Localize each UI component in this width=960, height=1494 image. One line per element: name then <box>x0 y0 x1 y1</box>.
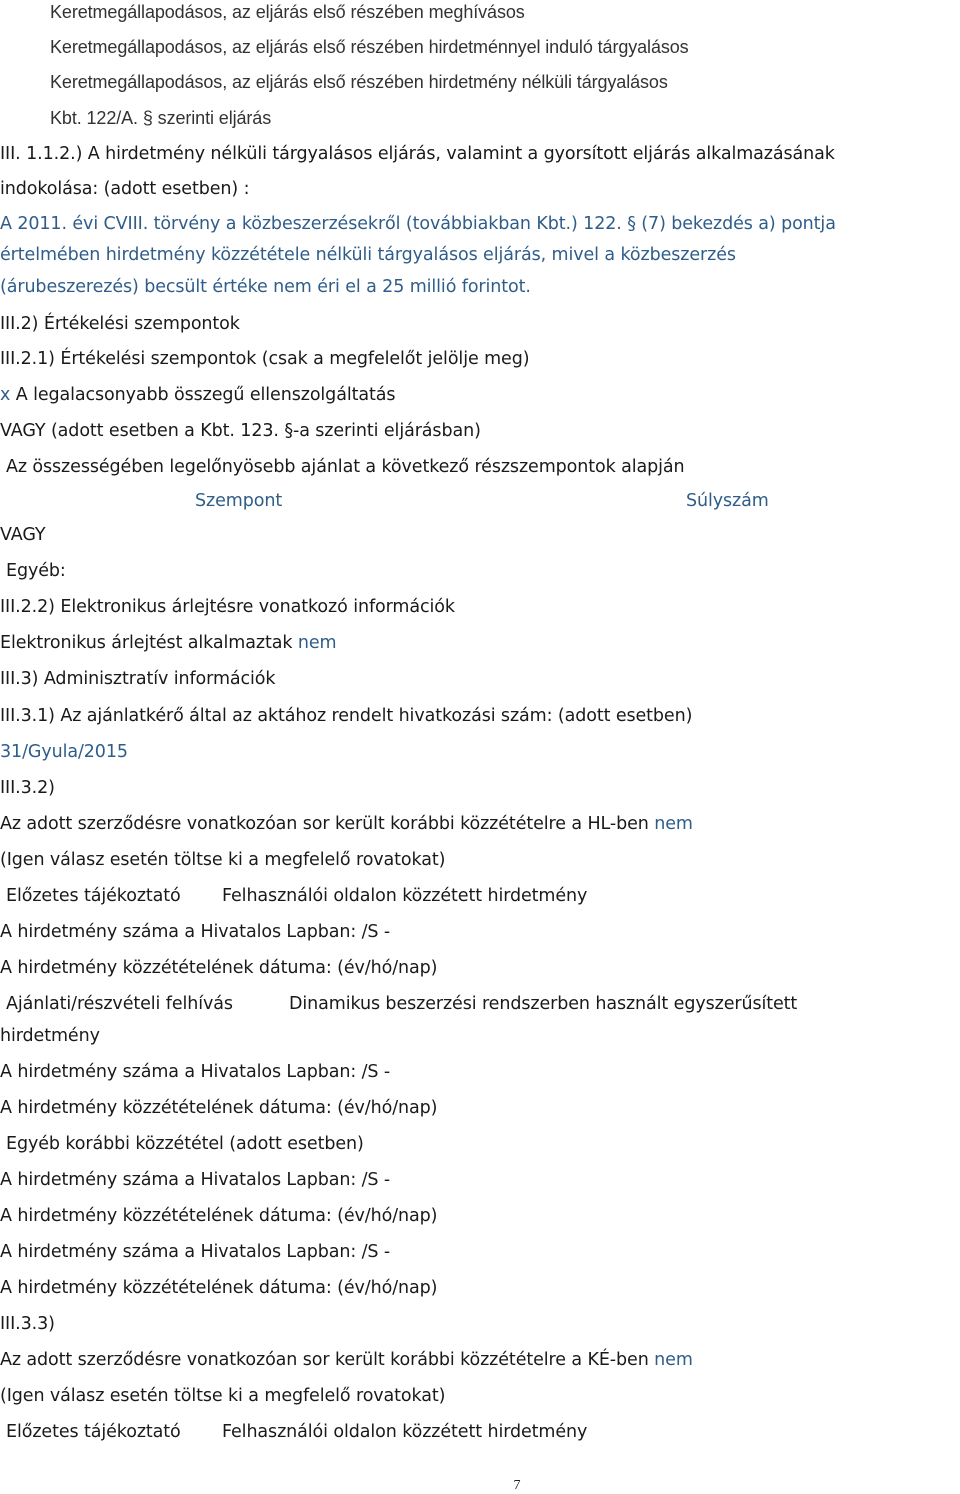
hl-publication-label: Az adott szerződésre vonatkozóan sor került korábbi közzétételre a HL-ben <box>0 814 655 834</box>
section-iii-3-2-heading: III.3.2) <box>0 778 55 798</box>
justification-text-3: (árubeszerezés) becsült értéke nem éri el a 25 millió forintot. <box>0 277 531 297</box>
publication-date-line: A hirdetmény közzétételének dátuma: (év/hó/nap) <box>0 958 438 978</box>
prior-information-option: Előzetes tájékoztató <box>6 1422 181 1442</box>
publication-date-line: A hirdetmény közzétételének dátuma: (év/hó/nap) <box>0 1098 438 1118</box>
reference-number-value: 31/Gyula/2015 <box>0 742 128 762</box>
ke-publication-value: nem <box>654 1350 693 1370</box>
other-prior-publication-option: Egyéb korábbi közzététel (adott esetben) <box>6 1134 364 1154</box>
ke-publication-line <box>0 1349 693 1371</box>
dynamic-purchasing-option: Dinamikus beszerzési rendszerben használt egyszerűsített <box>289 994 798 1014</box>
or-kbt-123: VAGY (adott esetben a Kbt. 123. §-a szerinti eljárásban) <box>0 421 481 441</box>
buyer-profile-option: Felhasználói oldalon közzétett hirdetmény <box>222 1422 588 1442</box>
ke-publication-label: Az adott szerződésre vonatkozóan sor került korábbi közzétételre a KÉ-ben <box>0 1350 655 1370</box>
oj-number-line: A hirdetmény száma a Hivatalos Lapban: /S - <box>0 1062 391 1082</box>
justification-text-1: A 2011. évi CVIII. törvény a közbeszerzésekről (továbbiakban Kbt.) 122. § (7) bekezdés a) pontja <box>0 214 836 234</box>
e-auction-line <box>0 632 336 654</box>
section-text: A hirdetmény nélküli tárgyalásos eljárás, valamint a gyorsított eljárás alkalmazásának <box>82 144 835 164</box>
publication-date-line: A hirdetmény közzétételének dátuma: (év/hó/nap) <box>0 1206 438 1226</box>
oj-number-line: A hirdetmény száma a Hivatalos Lapban: /S - <box>0 1170 391 1190</box>
most-advantageous-criterion: Az összességében legelőnyösebb ajánlat a következő részszempontok alapján <box>6 457 685 477</box>
criterion-text: A legalacsonyabb összegű ellenszolgáltatás <box>10 385 396 405</box>
option-line-1: Keretmegállapodásos, az eljárás első részében meghívásos <box>50 2 525 22</box>
e-auction-value: nem <box>297 633 337 653</box>
justification-label: indokolása: (adott esetben) : <box>0 179 250 199</box>
buyer-profile-option: Felhasználói oldalon közzétett hirdetmény <box>222 886 588 906</box>
option-line-3: Keretmegállapodásos, az eljárás első részében hirdetmény nélküli tárgyalásos <box>50 72 668 92</box>
section-iii-2-1-heading: III.2.1) Értékelési szempontok (csak a megfelelőt jelölje meg) <box>0 349 530 369</box>
lowest-price-criterion <box>0 384 395 406</box>
hl-publication-line <box>0 813 693 835</box>
fill-if-yes-note: (Igen válasz esetén töltse ki a megfelelő rovatokat) <box>0 850 446 870</box>
publication-date-line: A hirdetmény közzétételének dátuma: (év/hó/nap) <box>0 1278 438 1298</box>
e-auction-label: Elektronikus árlejtést alkalmaztak <box>0 633 298 653</box>
column-header-sulyszam: Súlyszám <box>686 491 769 511</box>
column-header-szempont: Szempont <box>195 491 283 511</box>
section-number: III. 1.1.2.) <box>0 144 83 164</box>
fill-if-yes-note: (Igen válasz esetén töltse ki a megfelelő rovatokat) <box>0 1386 446 1406</box>
dynamic-purchasing-option-cont: hirdetmény <box>0 1026 100 1046</box>
selected-mark: x <box>0 385 11 405</box>
call-for-tenders-option: Ajánlati/részvételi felhívás <box>6 994 233 1014</box>
section-iii-1-1-2-heading <box>0 143 835 165</box>
section-iii-3-1-heading: III.3.1) Az ajánlatkérő által az aktához rendelt hivatkozási szám: (adott esetben) <box>0 706 693 726</box>
section-iii-2-heading: III.2) Értékelési szempontok <box>0 314 240 334</box>
option-line-4: Kbt. 122/A. § szerinti eljárás <box>50 108 272 128</box>
hl-publication-value: nem <box>654 814 693 834</box>
section-iii-2-2-heading: III.2.2) Elektronikus árlejtésre vonatkozó információk <box>0 597 455 617</box>
page-number: 7 <box>513 1478 521 1493</box>
oj-number-line: A hirdetmény száma a Hivatalos Lapban: /S - <box>0 922 391 942</box>
justification-text-2: értelmében hirdetmény közzététele nélküli tárgyalásos eljárás, mivel a közbeszerzés <box>0 245 736 265</box>
prior-information-option: Előzetes tájékoztató <box>6 886 181 906</box>
section-iii-3-heading: III.3) Adminisztratív információk <box>0 669 276 689</box>
oj-number-line: A hirdetmény száma a Hivatalos Lapban: /S - <box>0 1242 391 1262</box>
section-iii-3-3-heading: III.3.3) <box>0 1314 55 1334</box>
other-label: Egyéb: <box>6 561 66 581</box>
option-line-2: Keretmegállapodásos, az eljárás első részében hirdetménnyel induló tárgyalásos <box>50 37 689 57</box>
or-label: VAGY <box>0 525 46 545</box>
